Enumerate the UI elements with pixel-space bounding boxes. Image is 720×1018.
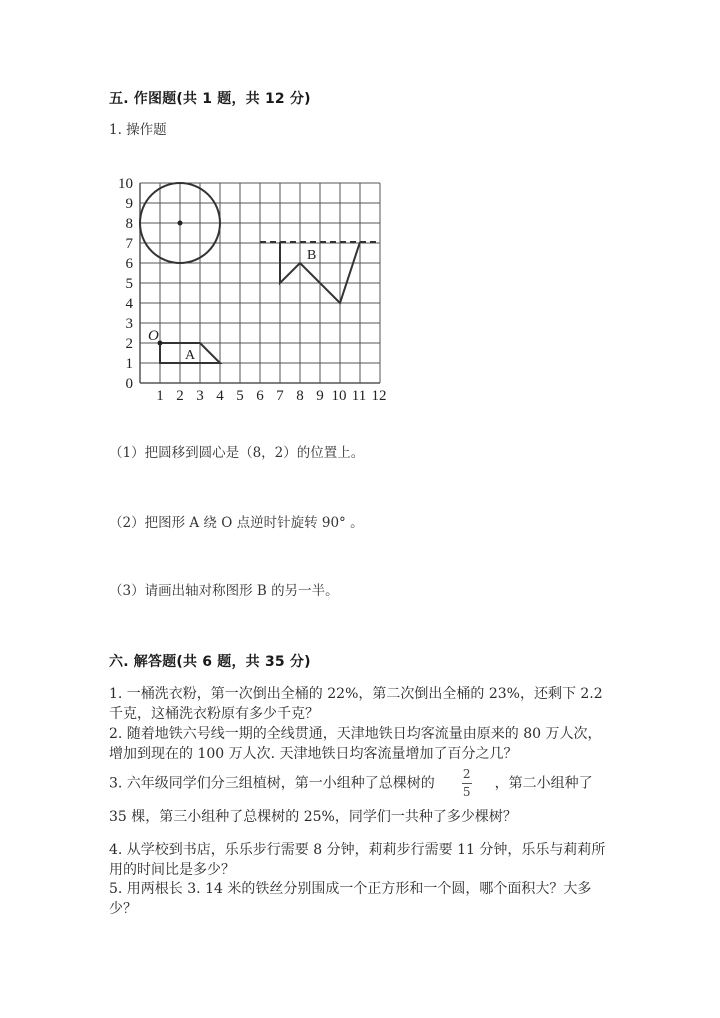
question-label: 1. 操作题 xyxy=(109,122,167,138)
origin-label: O xyxy=(148,328,159,344)
x-tick-label: 3 xyxy=(196,388,204,404)
fraction-denominator: 5 xyxy=(462,785,471,799)
question-5: 5. 用两根长 3. 14 米的铁丝分别围成一个正方形和一个圆，哪个面积大？大多少？ xyxy=(109,881,592,917)
y-tick-label: 3 xyxy=(125,316,133,332)
y-tick-label: 10 xyxy=(118,176,133,192)
x-tick-label: 4 xyxy=(216,388,224,404)
coordinate-grid-figure xyxy=(0,0,720,420)
y-axis-labels xyxy=(118,176,134,392)
x-tick-label: 8 xyxy=(296,388,304,404)
x-tick-label: 12 xyxy=(371,388,387,404)
question-1: 1. 一桶洗衣粉，第一次倒出全桶的 22%，第二次倒出全桶的 23%，还剩下 2.2 千克，这桶洗衣粉原有多少千克？ xyxy=(109,686,603,722)
fraction-numerator: 2 xyxy=(462,767,471,781)
question-2: 2. 随着地铁六号线一期的全线贯通，天津地铁日均客流量由原来的 80 万人次，增加到现在的 100 万人次. 天津地铁日均客流量增加了百分之几？ xyxy=(109,726,602,762)
x-tick-label: 10 xyxy=(331,388,347,404)
task-1: （1）把圆移到圆心是（8，2）的位置上。 xyxy=(109,445,365,461)
y-tick-label: 4 xyxy=(125,296,133,312)
y-tick-label: 0 xyxy=(125,376,133,392)
fraction-two-fifths xyxy=(462,768,472,799)
question-3-text-before: 3. 六年级同学们分三组植树，第一小组种了总棵树的 xyxy=(109,775,435,792)
circle-center-dot xyxy=(178,221,183,226)
y-tick-label: 1 xyxy=(125,356,133,372)
x-tick-label: 11 xyxy=(351,388,367,404)
x-axis-labels xyxy=(156,388,386,404)
y-tick-label: 7 xyxy=(125,236,133,252)
y-tick-label: 8 xyxy=(125,216,133,232)
question-3-text-after: ，第二小组种了 xyxy=(494,775,593,792)
y-tick-label: 2 xyxy=(125,336,133,352)
task-3: （3）请画出轴对称图形 B 的另一半。 xyxy=(109,583,339,599)
shape-a-label: A xyxy=(185,348,196,363)
y-tick-label: 5 xyxy=(125,276,133,292)
x-tick-label: 5 xyxy=(236,388,244,404)
section-5-heading: 五. 作图题(共 1 题，共 12 分) xyxy=(109,91,311,107)
y-tick-label: 9 xyxy=(125,196,133,212)
x-tick-label: 1 xyxy=(156,388,164,404)
x-tick-label: 7 xyxy=(276,388,284,404)
question-3-line-1 xyxy=(109,768,614,799)
question-3-line-2: 35 棵，第三小组种了总棵树的 25%，同学们一共种了多少棵树？ xyxy=(109,809,517,825)
section-6-heading: 六. 解答题(共 6 题，共 35 分) xyxy=(109,654,311,670)
x-tick-label: 2 xyxy=(176,388,184,404)
question-4: 4. 从学校到书店，乐乐步行需要 8 分钟，莉莉步行需要 11 分钟，乐乐与莉莉所用的时间比是多少？ xyxy=(109,842,606,878)
x-tick-label: 9 xyxy=(316,388,324,404)
y-tick-label: 6 xyxy=(125,256,133,272)
shape-b-label: B xyxy=(307,248,317,263)
x-tick-label: 6 xyxy=(256,388,264,404)
task-2: （2）把图形 A 绕 O 点逆时针旋转 90° 。 xyxy=(109,515,364,531)
fraction-bar xyxy=(462,783,472,784)
grid-lines xyxy=(140,183,380,383)
